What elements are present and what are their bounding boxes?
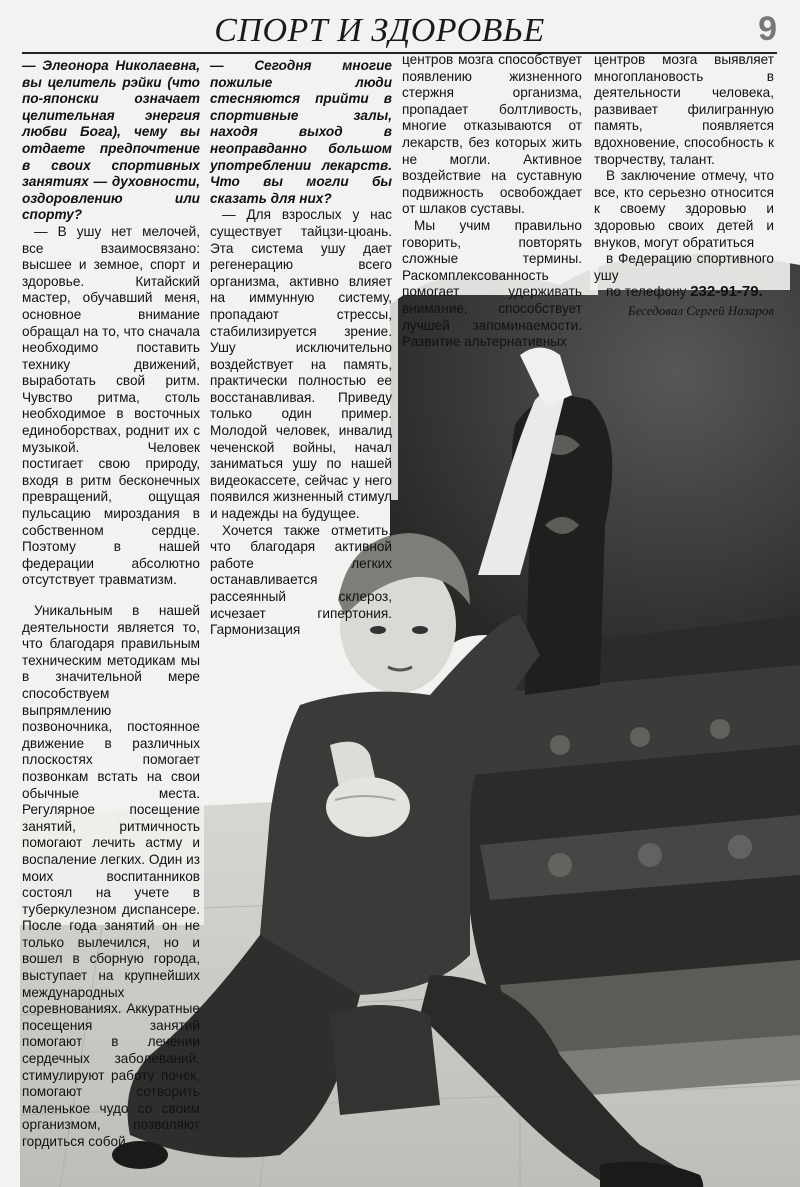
section-title: СПОРТ И ЗДОРОВЬЕ <box>214 12 545 49</box>
paragraph: Уникальным в нашей деятельности является то, что благодаря правильным техническим методикам мы в значительной мере способствуем выпрямлению позвоночника, постоянное движение в различных плоскостях помогает позвонкам встать на свои обычные места. Регулярное посещение занятий, ритмичность помогают лечить астму и воспаление легких. Один из моих воспитанников состоял на учете в туберкулезном диспансере. После года занятий он не только вылечился, но и вошел в сборную города, выступает на крупнейших международных соревнованиях. Аккуратные посещения занятий помогают в лечении сердечных заболеваний, стимулируют работу почек, помогают сотворить маленькое чудо со своим организмом, позволяют гордиться собой. <box>22 603 200 1149</box>
page-number: 9 <box>758 10 777 48</box>
article-column-1 <box>22 58 200 1151</box>
article-column-4 <box>594 52 774 320</box>
paragraph: — Для взрослых у нас существует тайцзи-цюань. Эта система ушу дает регенерацию всего организма, активно влияет на иммунную систему, пропадают стрессы, стабилизируется зрение. Ушу исключительно воздействует на память, практически полностью ее восстанавливая. Приведу только один пример. Молодой человек, инвалид чеченской войны, начал заниматься ушу по нашей видеокассете, сейчас у него появился жизненный стимул и надежды на будущее. <box>210 207 392 522</box>
phone-line <box>594 284 774 301</box>
section-header <box>22 12 777 54</box>
interview-question: — Сегодня многие пожилые люди стесняются прийти в спортивные залы, находя выход в неоправданно большом употреблении лекарств. Что вы могли бы сказать для них? <box>210 58 392 206</box>
article-column-3 <box>402 52 582 351</box>
paragraph: центров мозга выявляет многоплановость в деятельности человека, развивает филигранную память, появляется вдохновение, способность к творчеству, талант. <box>594 52 774 167</box>
paragraph: В заключение отмечу, что все, кто серьезно относится к своему здоровью и здоровью своих детей и внуков, могут обратиться <box>594 168 774 250</box>
paragraph: — В ушу нет мелочей, все взаимосвязано: высшее и земное, спорт и здоровье. Китайский мастер, обучавший меня, основное внимание обращал на то, что сначала необходимо поставить технику движений, выработать свой ритм. Чувство ритма, столь необходимое в восточных единоборствах, роднит их с музыкой. Человек постигает свою природу, входя в ритм бесконечных превращений, ощущая пульсацию мироздания в собственном сердце. Поэтому в нашей федерации абсолютно отсутствует травматизм. <box>22 223 200 588</box>
paragraph: центров мозга способствует появлению жизненного стержня организма, пропадает болтливость, многие отказываются от лекарств, без которых жить не могли. Активное воздействие на суставную подвижность освобождает от шлаков суставы. <box>402 52 582 217</box>
paragraph: в Федерацию спортивного ушу <box>594 251 774 283</box>
phone-prefix: по телефону <box>606 284 687 300</box>
paragraph: Хочется также отметить, что благодаря активной работе легких останавливается рассеянный склероз, исчезает гипертония. Гармонизация <box>210 522 392 638</box>
byline: Беседовал Сергей Назаров <box>627 302 774 318</box>
phone-number: 232-91-79. <box>690 283 763 301</box>
interview-question: — Элеонора Николаевна, вы целитель рэйки (что по-японски означает целительная энергия любви Бога), чему вы отдаете предпочтение в своих спортивных занятиях — духовности, оздоровлению или спорту? <box>22 58 200 223</box>
article-column-2 <box>210 58 392 639</box>
paragraph: Мы учим правильно говорить, повторять сложные термины. Раскомплексованность помогает удерживать внимание, способствует лучшей запоминаемости. Развитие альтернативных <box>402 217 582 350</box>
